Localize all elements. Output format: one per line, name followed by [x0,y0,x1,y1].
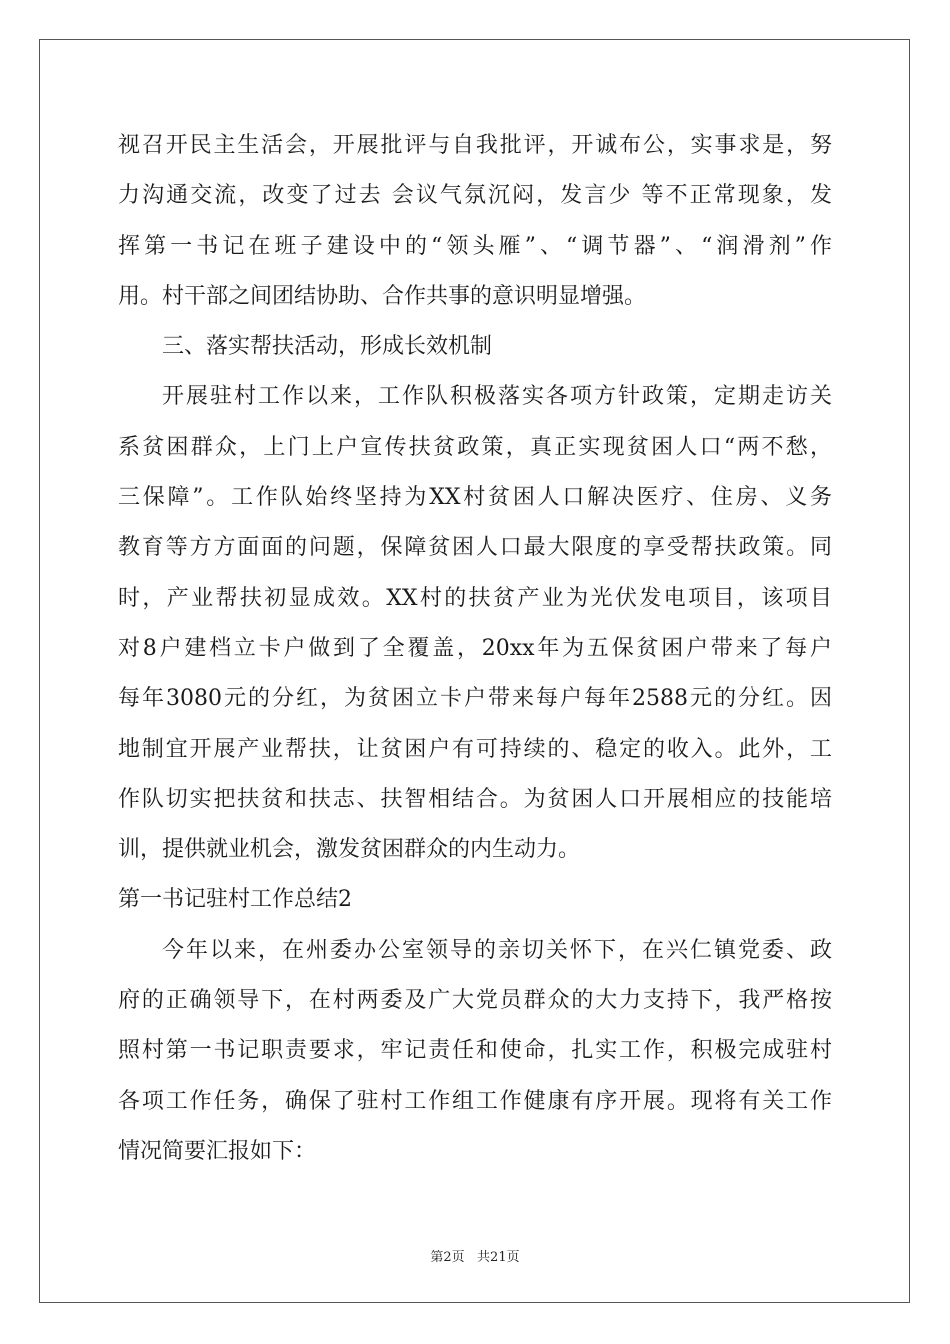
document-body [118,121,832,1177]
text-line: 力沟通交流，改变了过去 会议气氛沉闷，发言少 等不正常现象，发 [118,183,832,209]
text-line: 每年3080元的分红，为贫困立卡户带来每户每年2588元的分红。因 [118,686,832,712]
text-line: 开展驻村工作以来，工作队积极落实各项方针政策，定期走访关 [162,384,832,410]
text-line: 三保障”。工作队始终坚持为XX村贫困人口解决医疗、住房、义务 [118,485,832,511]
text-line: 时，产业帮扶初显成效。XX村的扶贫产业为光伏发电项目，该项目 [118,585,832,611]
section-heading: 三、落实帮扶活动，形成长效机制 [162,334,493,360]
text-line: 照村第一书记职责要求，牢记责任和使命，扎实工作，积极完成驻村 [118,1038,832,1064]
text-line: 挥第一书记在班子建设中的“领头雁”、“调节器”、“润滑剂”作 [118,233,832,259]
text-line: 情况简要汇报如下： [118,1138,317,1164]
document-subtitle: 第一书记驻村工作总结2 [118,887,352,913]
text-line: 作队切实把扶贫和扶志、扶智相结合。为贫困人口开展相应的技能培 [118,786,832,812]
text-line: 用。村干部之间团结协助、合作共事的意识明显增强。 [118,283,647,309]
text-line: 视召开民主生活会，开展批评与自我批评，开诚布公，实事求是，努 [118,133,832,158]
text-line: 系贫困群众，上门上户宣传扶贫政策，真正实现贫困人口“两不愁， [118,434,832,460]
text-line: 今年以来，在州委办公室领导的亲切关怀下，在兴仁镇党委、政 [162,937,832,963]
text-line: 对8户建档立卡户做到了全覆盖，20xx年为五保贫困户带来了每户 [118,635,832,661]
text-line: 训，提供就业机会，激发贫困群众的内生动力。 [118,837,581,863]
text-line: 地制宜开展产业帮扶，让贫困户有可持续的、稳定的收入。此外，工 [118,736,832,762]
page-number: 第2页 共21页 [430,1250,520,1265]
text-line: 教育等方方面面的问题，保障贫困人口最大限度的享受帮扶政策。同 [118,535,832,561]
text-line: 各项工作任务，确保了驻村工作组工作健康有序开展。现将有关工作 [118,1088,832,1114]
text-line: 府的正确领导下，在村两委及广大党员群众的大力支持下，我严格按 [118,988,832,1014]
